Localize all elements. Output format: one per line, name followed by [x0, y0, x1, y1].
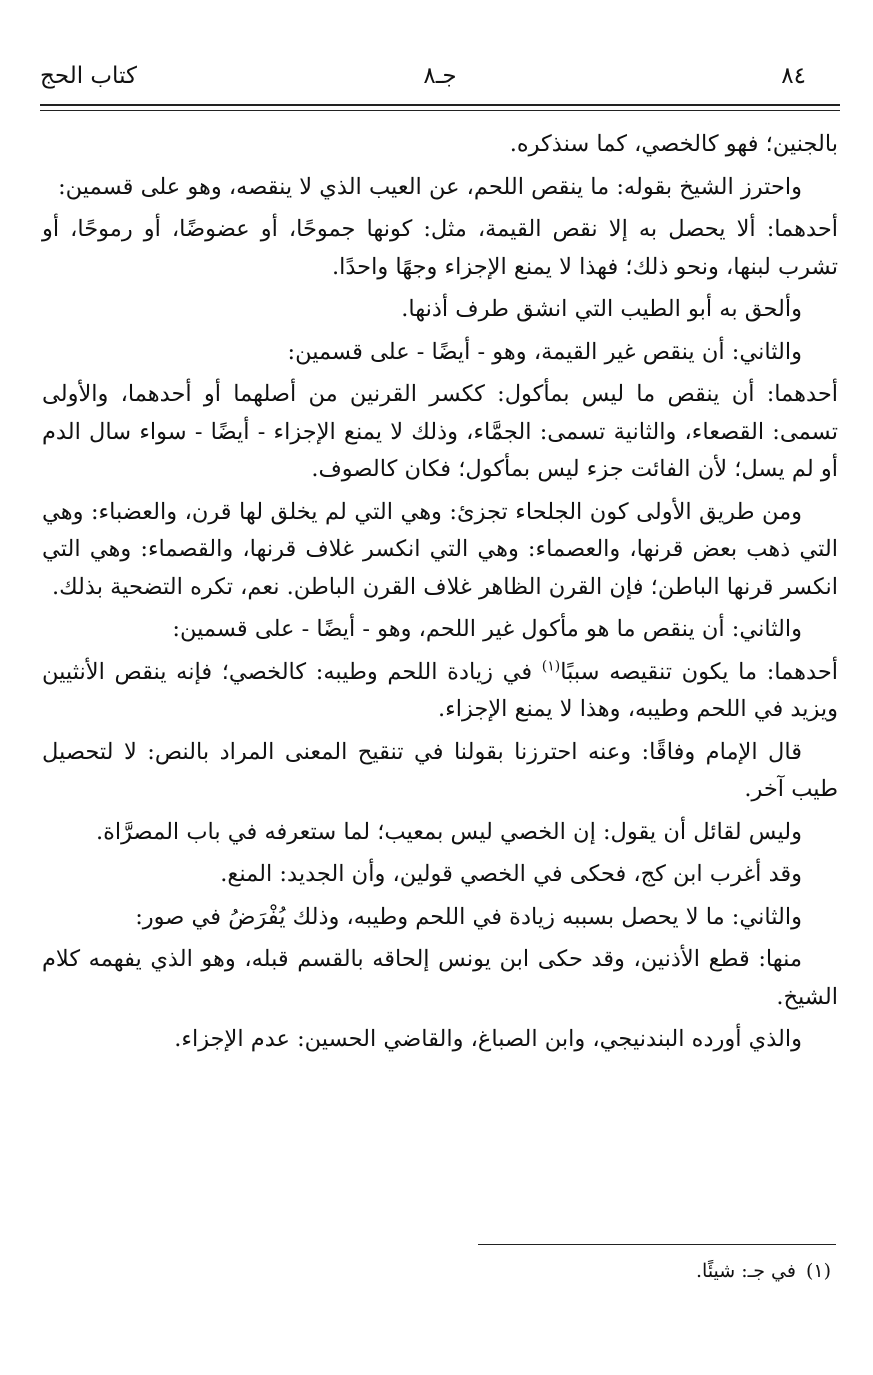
paragraph: أحدهما: أن ينقص ما ليس بمأكول: ككسر القرنين من أصلهما أو أحدهما، والأولى تسمى: القصعاء، والثانية تسمى: الجمَّاء، وذلك لا يمنع الإجزاء - أيضًا - سواء سال الدم أو لم يسل؛ لأن الفائت جزء ليس بمأكول؛ فكان كالصوف.: [42, 381, 838, 482]
body-text: [42, 126, 838, 1064]
paragraph: ومن طريق الأولى كون الجلحاء تجزئ: وهي التي لم يخلق لها قرن، والعضباء: وهي التي ذهب بعض قرنها، والعصماء: وهي التي انكسر غلاف قرنها، والقصماء: وهي التي انكسر قرنها الباطن؛ فإن القرن الظاهر غلاف القرن الباطن. نعم، تكره التضحية بذلك.: [42, 498, 838, 600]
page-number: ٨٤: [781, 63, 806, 89]
book-title: كتاب الحج: [40, 63, 137, 89]
footnote-number: (١): [805, 1260, 831, 1282]
volume-label: جـ٨: [423, 63, 457, 89]
footnote-reference[interactable]: (١): [541, 658, 561, 674]
paragraph: واحترز الشيخ بقوله: ما ينقص اللحم، عن العيب الذي لا ينقصه، وهو على قسمين:: [58, 173, 802, 200]
paragraph: قال الإمام وفاقًا: وعنه احترزنا بقولنا في تنقيح المعنى المراد بالنص: لا لتحصيل طيب آخر.: [42, 738, 838, 802]
paragraph: بالجنين؛ فهو كالخصي، كما سنذكره.: [509, 131, 838, 157]
footnote: [696, 1256, 831, 1286]
paragraph: وألحق به أبو الطيب التي انشق طرف أذنها.: [401, 296, 802, 322]
paragraph: وقد أغرب ابن كج، فحكى في الخصي قولين، وأن الجديد: المنع.: [220, 861, 802, 887]
paragraph: والثاني: ما لا يحصل بسببه زيادة في اللحم وطيبه، وذلك يُفْرَضُ في صور:: [135, 903, 802, 930]
footnote-separator: [478, 1244, 836, 1245]
paragraph-text-after: في زيادة اللحم وطيبه: كالخصي؛ فإنه ينقص الأنثيين ويزيد في اللحم وطيبه، وهذا لا يمنع الإجزاء.: [42, 658, 838, 722]
paragraph-with-footnote-ref: [42, 654, 838, 729]
paragraph: والثاني: أن ينقص غير القيمة، وهو - أيضًا - على قسمين:: [287, 338, 802, 365]
header-rule-thin: [40, 110, 840, 111]
paragraph: والذي أورده البندنيجي، وابن الصباغ، والقاضي الحسين: عدم الإجزاء.: [174, 1026, 802, 1052]
paragraph: أحدهما: ألا يحصل به إلا نقص القيمة، مثل: كونها جموحًا، أو عضوضًا، أو رموحًا، أو تشرب لبنها، ونحو ذلك؛ فهذا لا يمنع الإجزاء وجهًا واحدًا.: [42, 216, 838, 280]
paragraph: والثاني: أن ينقص ما هو مأكول غير اللحم، وهو - أيضًا - على قسمين:: [172, 616, 802, 642]
header-rule-thick: [40, 104, 840, 106]
paragraph-text-before: أحدهما: ما يكون تنقيصه سببًا: [560, 658, 838, 685]
running-header: [40, 58, 840, 94]
paragraph: وليس لقائل أن يقول: إن الخصي ليس بمعيب؛ لما ستعرفه في باب المصرَّاة.: [95, 818, 802, 845]
footnote-text: في جـ: شيئًا.: [696, 1260, 796, 1282]
paragraph: منها: قطع الأذنين، وقد حكى ابن يونس إلحاقه بالقسم قبله، وهو الذي يفهمه كلام الشيخ.: [42, 946, 838, 1010]
